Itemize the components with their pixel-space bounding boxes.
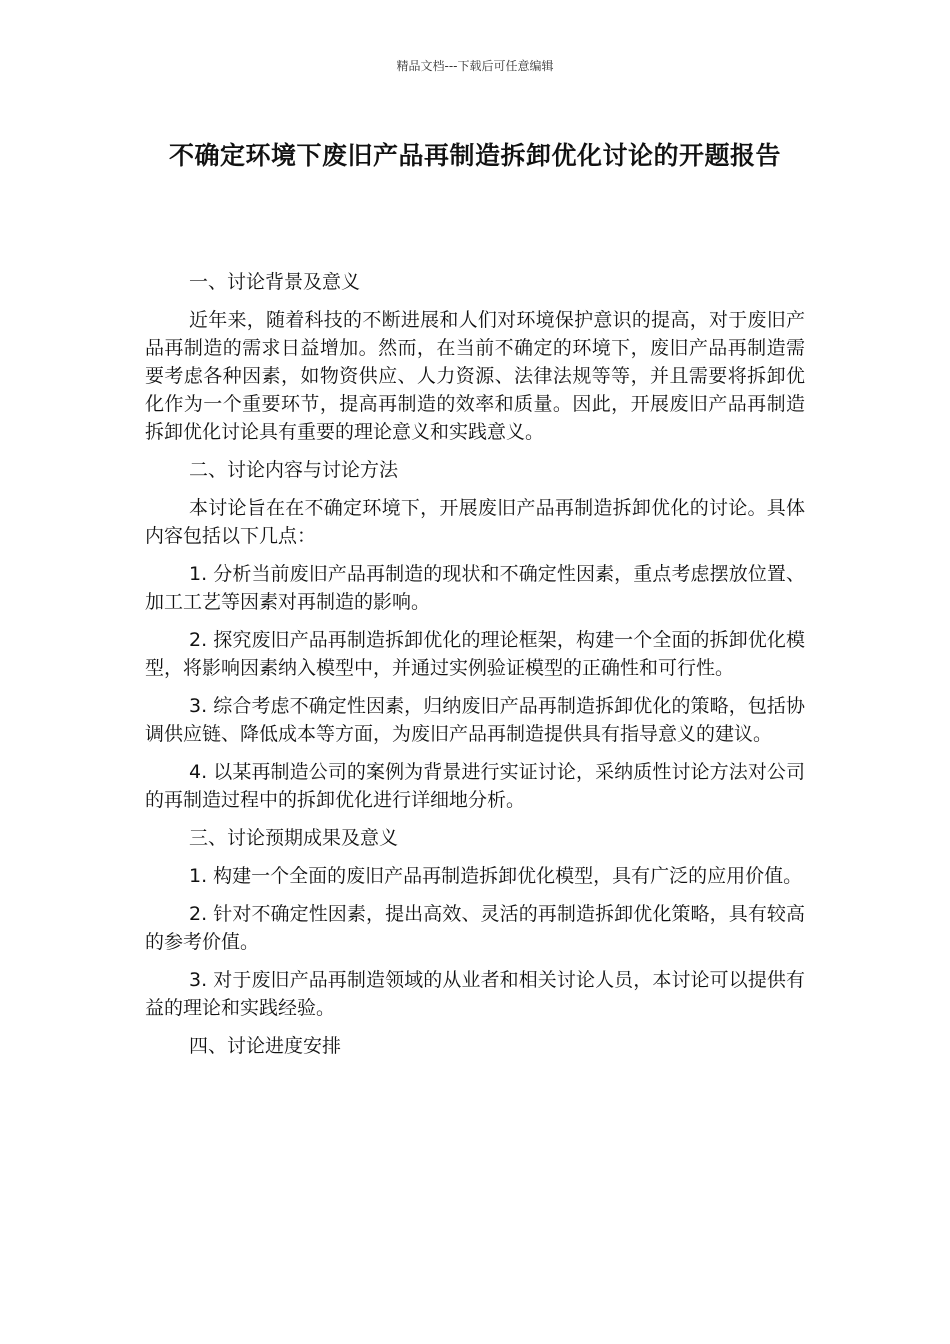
document-body	[145, 268, 805, 1070]
list-item-results-1: 1. 构建一个全面的废旧产品再制造拆卸优化模型，具有广泛的应用价值。	[189, 865, 803, 887]
list-item-content-3: 3. 综合考虑不确定性因素，归纳废旧产品再制造拆卸优化的策略，包括协调供应链、降低成本等方面，为废旧产品再制造提供具有指导意义的建议。	[145, 695, 805, 745]
paragraph-content-intro: 本讨论旨在在不确定环境下，开展废旧产品再制造拆卸优化的讨论。具体内容包括以下几点：	[145, 497, 805, 547]
section-heading-background: 一、讨论背景及意义	[189, 271, 361, 293]
paragraph-background: 近年来，随着科技的不断进展和人们对环境保护意识的提高，对于废旧产品再制造的需求日益增加。然而，在当前不确定的环境下，废旧产品再制造需要考虑各种因素，如物资供应、人力资源、法律法规等等，并且需要将拆卸优化作为一个重要环节，提高再制造的效率和质量。因此，开展废旧产品再制造拆卸优化讨论具有重要的理论意义和实践意义。	[145, 309, 805, 443]
list-item-results-2: 2. 针对不确定性因素，提出高效、灵活的再制造拆卸优化策略，具有较高的参考价值。	[145, 903, 805, 953]
section-heading-content-methods: 二、讨论内容与讨论方法	[189, 459, 399, 481]
list-item-content-2: 2. 探究废旧产品再制造拆卸优化的理论框架，构建一个全面的拆卸优化模型，将影响因素纳入模型中，并通过实例验证模型的正确性和可行性。	[145, 629, 805, 679]
list-item-content-1: 1. 分析当前废旧产品再制造的现状和不确定性因素，重点考虑摆放位置、加工工艺等因素对再制造的影响。	[145, 563, 805, 613]
list-item-content-4: 4. 以某再制造公司的案例为背景进行实证讨论，采纳质性讨论方法对公司的再制造过程中的拆卸优化进行详细地分析。	[145, 761, 805, 811]
section-heading-expected-results: 三、讨论预期成果及意义	[189, 827, 399, 849]
section-heading-schedule: 四、讨论进度安排	[189, 1035, 342, 1057]
list-item-results-3: 3. 对于废旧产品再制造领域的从业者和相关讨论人员，本讨论可以提供有益的理论和实践经验。	[145, 969, 805, 1019]
document-title: 不确定环境下废旧产品再制造拆卸优化讨论的开题报告	[168, 141, 781, 170]
page-header: 精品文档---下载后可任意编辑	[396, 59, 554, 73]
